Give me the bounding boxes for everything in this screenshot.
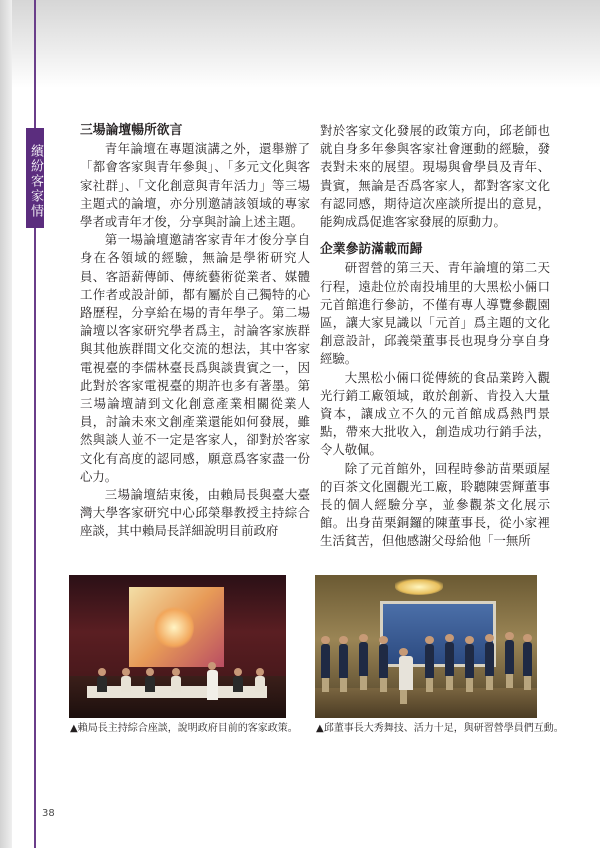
photo-caption-right: ▲邱董事長大秀舞技、活力十足，與研習營學員們互動。 — [316, 723, 564, 734]
left-margin-rail — [0, 0, 12, 848]
dance-interaction-photo — [315, 575, 537, 718]
paragraph-continued: 對於客家文化發展的政策方向，邱老師也就自身多年參與客家社會運動的經驗，發表對未來的展望。現場與會學員及青年、貴賓，無論是否爲客家人，都對客家文化有認同感，期待這次座談所提出的意見，能夠成爲促進客家發展的原動力。 — [320, 123, 550, 230]
section-heading-forums: 三場論壇暢所欲言 — [80, 123, 183, 138]
photo-caption-left: ▲賴局長主持綜合座談，說明政府目前的客家政策。 — [70, 723, 298, 734]
paragraph: 除了元首館外，回程時參訪苗栗頭屋的百茶文化園觀光工廠，聆聽陳雲輝董事長的個人經驗分享，並參觀茶文化展示館。出身苗栗銅鑼的陳董事長，從小家裡生活貧苦，但他感謝父母給他「一無所 — [320, 460, 550, 549]
chandelier — [395, 579, 443, 595]
right-text-column — [320, 122, 550, 551]
paragraph: 三場論壇結束後，由賴局長與臺大臺灣大學客家研究中心邱榮舉教授主持綜合座談，其中賴局長詳細說明目前政府 — [80, 487, 310, 539]
paragraph: 青年論壇在專題演講之外，還舉辦了「都會客家與青年參與」、「多元文化與客家社群」、「文化創意與青年活力」等三場主題式的論壇，亦分別邀請該領域的專家學者或青年才俊，分享與討論上述主題。 — [80, 141, 310, 230]
section-label-tab: 繽紛客家情 — [26, 128, 44, 228]
paragraph: 大黑松小倆口從傳統的食品業跨入觀光行銷工廠領域，敢於創新、肯投入大量資本，讓成立不久的元首館成爲熱門景點，帶來大批收入，創造成功行銷手法，令人敬佩。 — [320, 369, 550, 458]
left-text-column — [80, 122, 310, 562]
stage-screen — [129, 587, 224, 667]
header-gradient-band — [0, 0, 600, 88]
forum-panel-photo — [69, 575, 286, 718]
projection-screen — [380, 601, 496, 667]
section-heading-company-visit: 企業參訪滿載而歸 — [320, 242, 423, 258]
paragraph: 研習營的第三天、青年論壇的第二天行程，遠赴位於南投埔里的大黑松小倆口元首館進行參訪，不僅有專人導覽參觀園區，讓大家見識以「元首」爲主題的文化創意設計，邱義榮董事長也現身分享自身經驗。 — [320, 260, 550, 367]
paragraph: 第一場論壇邀請客家青年才俊分享自身在各領域的經驗，無論是學術研究人員、客語薪傳師、傳統藝術從業者、媒體工作者或設計師，都有屬於自己獨特的心路歷程，分享給在場的青年學子。第二場論壇以客家研究學者爲主，討論客家族群與其他族群間文化交流的想法，其中客家電視臺的李儒林臺長爲與談貴賓之一，因此對於客家電視臺的期許也多有著墨。第三場論壇請到文化創意產業相關從業人員，討論未來文創產業還能如何發展，雖然與談人並不一定是客家人，卻對於客家文化有高度的認同感，願意爲客家盡一份心力。 — [80, 232, 310, 484]
hall-floor — [315, 688, 537, 718]
page-number: 38 — [42, 808, 55, 819]
